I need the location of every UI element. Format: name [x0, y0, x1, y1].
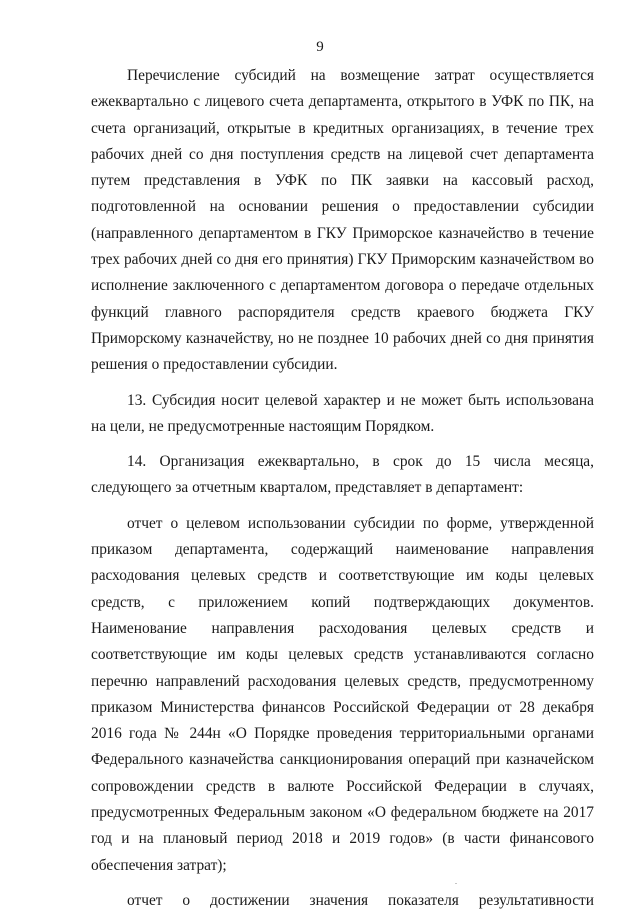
scan-speck: .: [455, 877, 457, 886]
page-number: 9: [316, 39, 324, 55]
paragraph-report-target-use: отчет о целевом использовании субсидии по форме, утвержденной приказом департамента, содержащий наименование направления расходования целевых средств и соответствующие им коды целевых средств, с приложением копий подтверждающих документов. Наименование направления расходования целевых средств и соответствующие им коды целевых средств устанавливаются согласно перечню направлений расходования целевых средств, предусмотренному приказом Министерства финансов Российской Федерации от 28 декабря 2016 года № 244н «О Порядке проведения территориальными органами Федерального казначейства санкционирования операций при казначейском сопровождении средств в валюте Российской Федерации в случаях, предусмотренных Федеральным законом «О федеральном бюджете на 2017 год и на плановый период 2018 и 2019 годов» (в части финансового обеспечения затрат);: [91, 514, 594, 874]
paragraph-report-performance: отчет о достижении значения показателя результативности: [127, 891, 594, 909]
paragraph-item-14: 14. Организация ежеквартально, в срок до 15 числа месяца, следующего за отчетным кварталом, представляет в департамент:: [91, 453, 594, 497]
paragraph-transfer-procedure: Перечисление субсидий на возмещение затрат осуществляется ежеквартально с лицевого счета департамента, открытого в УФК по ПК, на счета организаций, открытые в кредитных организациях, в течение трех рабочих дней со дня поступления средств на лицевой счет департамента путем представления в УФК по ПК заявки на кассовый расход, подготовленной на основании решения о предоставлении субсидии (направленного департаментом в ГКУ Приморское казначейство в течение трех рабочих дней со дня его принятия) ГКУ Приморским казначейством во исполнение заключенного с департаментом договора о передаче отдельных функций главного распорядителя средств краевого бюджета ГКУ Приморскому казначейству, но не позднее 10 рабочих дней со дня принятия решения о предоставлении субсидии.: [91, 67, 594, 374]
paragraph-item-13: 13. Субсидия носит целевой характер и не может быть использована на цели, не предусмотренные настоящим Порядком.: [91, 391, 594, 435]
document-body: [91, 63, 594, 914]
